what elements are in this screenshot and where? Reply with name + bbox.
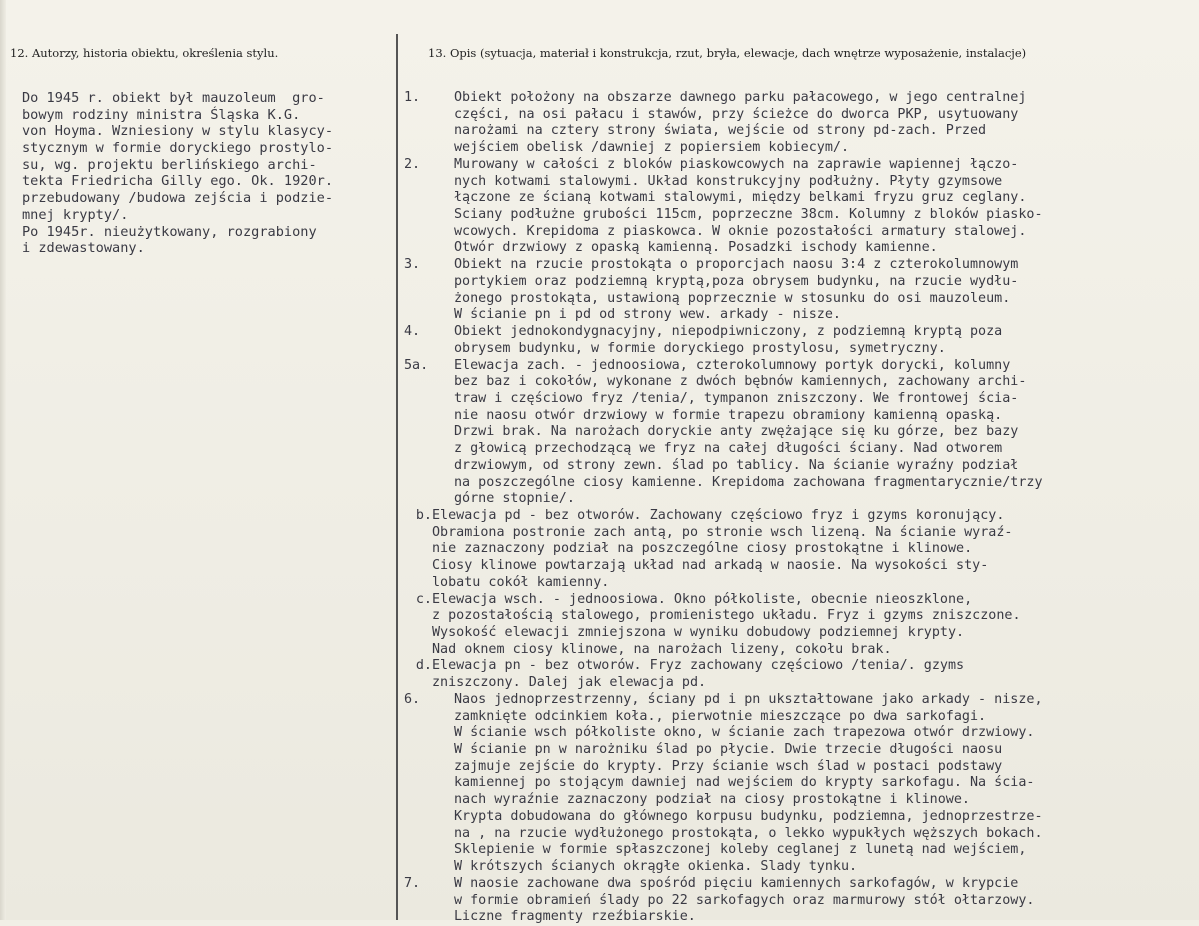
item-line: zniszczony. Dalej jak elewacja pd. [432,675,707,691]
item-line: zamknięte odcinkiem koła., pierwotnie mieszczące po dwa sarkofagi. [454,708,987,724]
item-line: w formie obramień ślady po 22 sarkofagych oraz marmurowy stół ołtarzowy. [454,892,1035,908]
item-line: Murowany w całości z bloków piaskowcowych na zaprawie wapiennej łączo- [454,156,1019,172]
item-number: d. [415,658,432,674]
item-line: nie zaznaczony podział na poszczególne ciosy prostokątne i klinowe. [432,541,973,557]
history-line: Do 1945 r. obiekt był mauzoleum gro- [22,90,325,106]
item-line: kamiennej po stojącym dawniej nad wejściem do krypty sarkofagu. Na ścia- [454,775,1035,791]
description-column [404,90,1194,926]
item-number: 6. [404,691,421,707]
item-line: Krypta dobudowana do głównego korpusu budynku, podziemna, jednoprzestrze- [454,808,1043,824]
item-text [454,324,1194,357]
item-line: Wysokość elewacji zmniejszona w wyniku dobudowy podziemnej krypty. [432,625,965,640]
item-line: Elewacja pn - bez otworów. Fryz zachowany częściowo /tenia/. gzyms [432,658,965,674]
history-column [22,90,394,257]
item-line: Naos jednoprzestrzenny, ściany pd i pn ukształtowane jako arkady - nisze, [454,691,1043,707]
description-item [404,658,1194,691]
history-line: mnej krypty/. [22,206,129,223]
section-13-header: 13. Opis (sytuacja, materiał i konstrukcja, rzut, bryła, elewacje, dach wnętrze wyposażenie, instalacje) [428,46,1027,60]
history-line: stycznym w formie doryckiego prostylo- [22,140,333,157]
item-text [454,90,1194,157]
item-line: Liczne fragmenty rzeźbiarskie. [454,909,696,925]
item-text [454,692,1194,876]
item-number: 2. [404,156,421,172]
item-line: portykiem oraz podziemną kryptą,poza obrysem budynku, na rzucie wydłu- [454,273,1019,289]
history-line: tekta Friedricha Gilly ego. Ok. 1920r. [22,173,333,190]
item-line: bez baz i cokołów, wykonane z dwóch bębnów kamiennych, zachowany archi- [454,374,1027,390]
description-item [404,324,1194,357]
item-line: żonego prostokąta, ustawioną poprzecznie w stosunku do osi mauzoleum. [454,290,1011,306]
description-item [404,358,1194,508]
item-line: Obiekt jednokondygnacyjny, niepodpiwniczony, z podziemną kryptą poza [454,324,1003,340]
item-line: W krótszych ścianych okrągłe okienka. Ślady tynku. [454,859,858,875]
item-line: wcowych. Krepidoma z piaskowca. W oknie pozostałości armatury stalowej. [454,223,1027,239]
item-line: na , na rzucie wydłużonego prostokąta, o lekko wypukłych węższych bokach. [454,825,1043,841]
description-item [404,508,1194,592]
item-line: W ścianie pn i pd od strony wew. arkady - nisze. [454,307,841,323]
item-number: 3. [404,257,421,273]
history-line: przebudowany /budowa zejścia i podzie- [22,190,333,207]
history-line: bowym rodziny ministra Śląska K.G. [22,106,301,123]
description-item [404,90,1194,157]
item-number: 4. [404,324,421,340]
item-text [432,658,1194,691]
item-text [454,157,1194,257]
item-line: W ścianie pn w narożniku ślad po płycie. Dwie trzecie długości naosu [454,742,1003,758]
item-line: obrysem budynku, w formie doryckiego prostylosu, symetryczny. [454,340,946,356]
section-12-header: 12. Autorzy, historia obiektu, określenia stylu. [10,46,279,60]
item-line: Sklepienie w formie spłaszczonej koleby ceglanej z lunetą nad wejściem, [454,842,1027,858]
item-number: c. [415,591,432,607]
item-line: nie naosu otwór drzwiowy w formie trapezu obramiony kamienną opaską. [454,407,1003,423]
item-line: łączone ze ścianą kotwami stalowymi, między belkami fryzu gruz ceglany. [454,190,1027,206]
item-line: Elewacja zach. - jednoosiowa, czterokolumnowy portyk dorycki, kolumny [454,357,1011,373]
item-line: wejściem obelisk /dawniej z popiersiem kobiecym/. [454,140,850,156]
history-line: von Hoyma. Wzniesiony w stylu klasycy- [22,123,333,140]
description-item [404,876,1194,926]
item-line: drzwiowym, od strony zewn. ślad po tablicy. Na ścianie wyraźny podział [454,457,1019,473]
item-line: Ciosy klinowe powtarzają układ nad arkadą w naosie. Na wysokości sty- [432,558,989,574]
item-text [432,508,1194,592]
item-line: Obiekt położony na obszarze dawnego parku pałacowego, w jego centralnej [454,90,1027,105]
history-line: Po 1945r. nieużytkowany, rozgrabiony [22,223,317,240]
item-line: Drzwi brak. Na narożach doryckie anty zwężające się ku górze, bez bazy [454,424,1019,440]
item-number: 5a. [404,357,429,373]
item-line: na poszczególne ciosy kamienne. Krepidoma zachowana fragmentarycznie/trzy [454,474,1043,490]
item-line: Otwór drzwiowy z opaską kamienną. Posadzki ischody kamienne. [454,240,938,256]
item-line: części, na osi pałacu i stawów, przy ścieżce do dworca PKP, usytuowany [454,106,1019,122]
description-item [404,257,1194,324]
item-line: Ściany podłużne grubości 115cm, poprzeczne 38cm. Kolumny z bloków piasko- [454,207,1043,223]
item-text [454,358,1194,508]
item-text [432,592,1194,659]
item-text [454,876,1194,926]
item-line: Obramiona postronie zach antą, po stronie wsch lizeną. Na ścianie wyraź- [432,524,1013,540]
description-item [404,592,1194,659]
description-item [404,157,1194,257]
description-item [404,692,1194,876]
history-line: su, wg. projektu berlińskiego archi- [22,156,317,173]
item-line: nych kotwami stalowymi. Układ konstrukcyjny podłużny. Płyty gzymsowe [454,173,1003,189]
item-line: Elewacja pd - bez otworów. Zachowany częściowo fryz i gzyms koronujący. [432,507,1005,523]
item-line: Nad oknem ciosy klinowe, na narożach lizeny, cokołu brak. [432,641,892,657]
item-line: nach wyraźnie zaznaczony podział na ciosy prostokątne i klinowe. [454,792,970,808]
item-line: W naosie zachowane dwa spośród pięciu kamiennych sarkofagów, w krypcie [454,875,1019,891]
column-divider [396,34,398,920]
item-number: 1. [404,90,421,105]
item-line: zajmuje zejście do krypty. Przy ścianie wsch ślad w postaci podstawy [454,758,1003,774]
history-line: i zdewastowany. [22,240,145,257]
item-line: górne stopnie/. [454,491,575,507]
item-line: traw i częściowo fryz /tenia/, tympanon zniszczony. We frontowej ścia- [454,390,1019,406]
item-line: W ścianie wsch półkoliste okno, w ścianie zach trapezowa otwór drzwiowy. [454,725,1035,741]
page-edge [0,0,6,920]
item-text [454,257,1194,324]
item-number: b. [415,507,432,523]
item-line: Obiekt na rzucie prostokąta o proporcjach naosu 3:4 z czterokolumnowym [454,257,1019,273]
item-line: z pozostałością stalowego, promienistego układu. Fryz i gzyms zniszczone. [432,608,1021,624]
item-line: lobatu cokół kamienny. [432,574,610,590]
item-line: Elewacja wsch. - jednoosiowa. Okno półkoliste, obecnie nieoszklone, [432,591,973,607]
item-number: 7. [404,875,421,891]
item-line: z głowicą przechodzącą we fryz na całej długości ściany. Nad otworem [454,441,1003,457]
item-line: narożami na cztery strony świata, wejście od strony pd-zach. Przed [454,123,987,139]
